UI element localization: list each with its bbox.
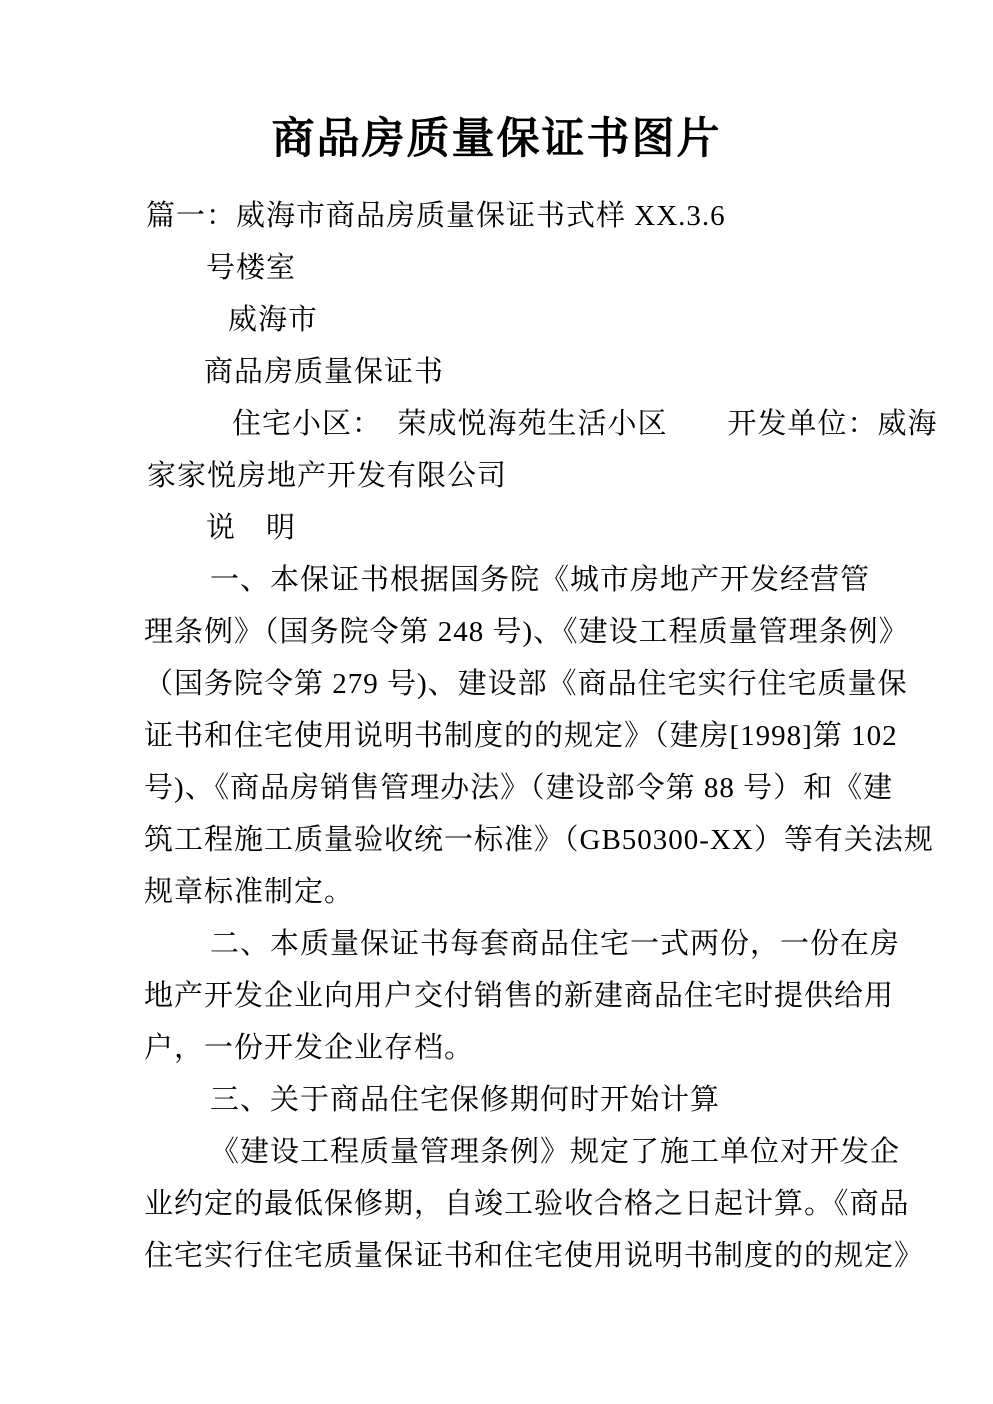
text-line: 规章标准制定。 <box>144 876 355 908</box>
text-line: 二、本质量保证书每套商品住宅一式两份，一份在房 <box>210 928 901 960</box>
text-line: 住宅实行住宅质量保证书和住宅使用说明书制度的的规定》 <box>144 1240 925 1272</box>
text-line: 筑工程施工质量验收统一标准》（GB50300-XX）等有关法规 <box>144 824 934 856</box>
text-line: 户，一份开发企业存档。 <box>144 1032 475 1064</box>
document-title: 商品房质量保证书图片 <box>271 116 722 163</box>
document-body <box>0 190 993 1282</box>
text-line: 住宅小区： 荣成悦海苑生活小区 开发单位：威海 <box>232 408 938 440</box>
text-line: 业约定的最低保修期，自竣工验收合格之日起计算。《商品 <box>144 1188 910 1220</box>
text-line: 三、关于商品住宅保修期何时开始计算 <box>210 1084 721 1116</box>
text-line: 《建设工程质量管理条例》规定了施工单位对开发企 <box>210 1136 901 1168</box>
text-line: 号)、《商品房销售管理办法》（建设部令第 88 号）和《建 <box>144 772 894 804</box>
text-line: 篇一：威海市商品房质量保证书式样 XX.3.6 <box>146 200 726 232</box>
text-line: 证书和住宅使用说明书制度的的规定》（建房[1998]第 102 <box>144 720 898 752</box>
text-line: 号楼室 <box>206 252 297 284</box>
text-line: 一、本保证书根据国务院《城市房地产开发经营管 <box>210 564 871 596</box>
text-line: 地产开发企业向用户交付销售的新建商品住宅时提供给用 <box>144 980 895 1012</box>
text-line: 威海市 <box>228 304 319 336</box>
text-line: 商品房质量保证书 <box>204 356 445 388</box>
text-line: （国务院令第 279 号)、建设部《商品住宅实行住宅质量保 <box>144 668 908 700</box>
text-line: 理条例》（国务院令第 248 号)、《建设工程质量管理条例》 <box>144 616 909 648</box>
text-line: 说 明 <box>206 512 297 544</box>
text-line: 家家悦房地产开发有限公司 <box>147 460 508 492</box>
